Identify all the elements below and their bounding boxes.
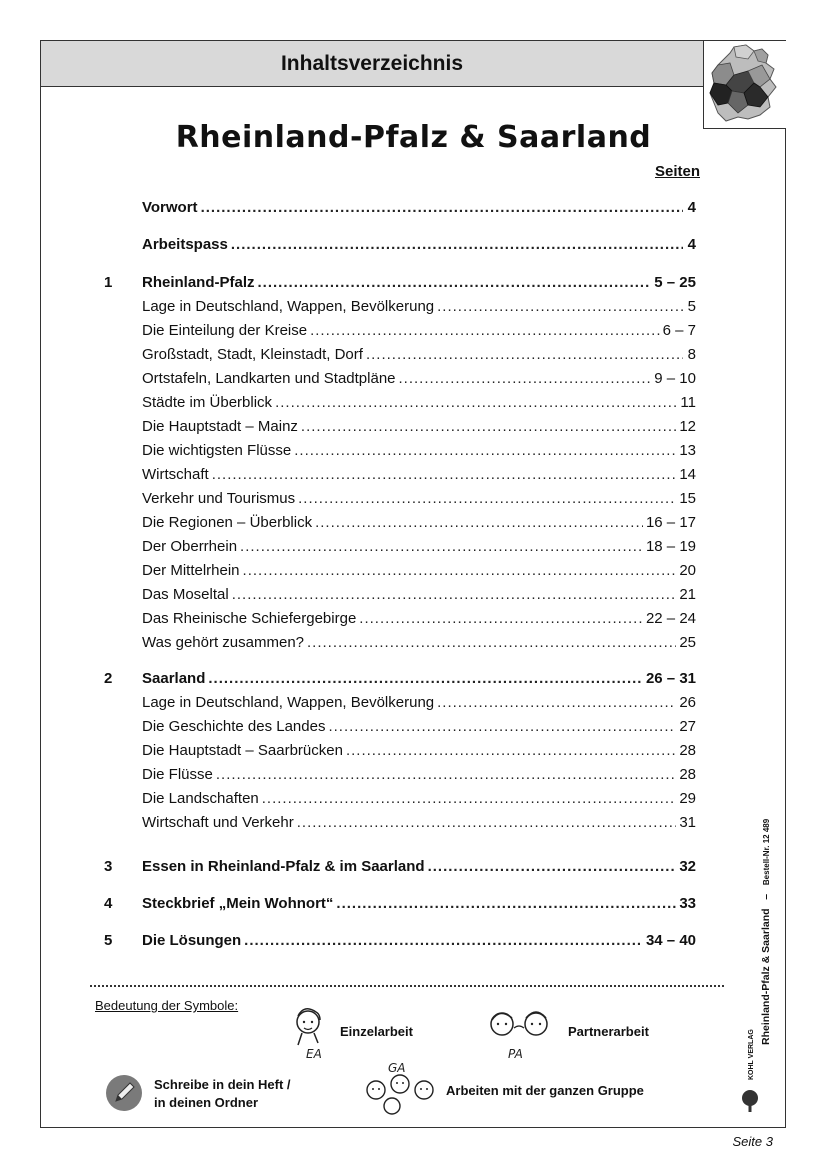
- toc-dot-leader: [366, 346, 683, 363]
- toc-entry-title: Die Einteilung der Kreise: [142, 322, 308, 339]
- toc-dot-leader: [240, 538, 643, 555]
- toc-dot-leader: [244, 932, 643, 949]
- publisher-tree-icon: [740, 1088, 760, 1119]
- toc-entry-title: Die Flüsse: [142, 766, 213, 783]
- seiten-label: Seiten: [654, 163, 700, 180]
- toc-entry-title: Essen in Rheinland-Pfalz & im Saarland: [142, 858, 425, 875]
- toc-dot-leader: [437, 694, 676, 711]
- toc-line: [142, 370, 696, 387]
- toc-dot-leader: [262, 790, 677, 807]
- toc-entry-title: Der Mittelrhein: [142, 562, 240, 579]
- toc-dot-leader: [243, 562, 677, 579]
- toc-page-number: 8: [687, 346, 696, 363]
- toc-page-number: 34 – 40: [645, 932, 696, 949]
- toc-page-number: 28: [679, 766, 696, 783]
- toc-line: [142, 562, 696, 579]
- toc-page-number: 20: [679, 562, 696, 579]
- toc-page-number: 21: [679, 586, 696, 603]
- toc-entry-title: Die Hauptstadt – Mainz: [142, 418, 298, 435]
- toc-row: [104, 418, 696, 440]
- toc-entry-title: Der Oberrhein: [142, 538, 238, 555]
- toc-page-number: 15: [679, 490, 696, 507]
- toc-line: [142, 814, 696, 831]
- toc-entry-title: Die Lösungen: [142, 932, 242, 949]
- toc-row: [104, 370, 696, 392]
- ga-tag: GA: [388, 1061, 406, 1075]
- toc-line: [142, 538, 696, 555]
- toc-page-number: 28: [679, 742, 696, 759]
- toc-dot-leader: [231, 236, 683, 253]
- toc-row: [104, 932, 696, 954]
- toc-row: [104, 394, 696, 416]
- toc-entry-title: Was gehört zusammen?: [142, 634, 305, 651]
- toc-row: [104, 718, 696, 740]
- toc-line: [142, 742, 696, 759]
- toc-entry-title: Saarland: [142, 670, 206, 687]
- toc-page-number: 6 – 7: [662, 322, 696, 339]
- toc-page-number: 26: [679, 694, 696, 711]
- toc-line: [142, 418, 696, 435]
- toc-line: [142, 932, 696, 949]
- heft-label-line1: Schreibe in dein Heft /: [154, 1077, 291, 1092]
- toc-chapter-number: 1: [104, 274, 113, 291]
- toc-line: [142, 394, 696, 411]
- toc-row: [104, 670, 696, 692]
- toc-entry-title: Ortstafeln, Landkarten und Stadtpläne: [142, 370, 396, 387]
- toc-entry-title: Die Landschaften: [142, 790, 259, 807]
- partnerarbeit-icon: [484, 1004, 556, 1067]
- main-title: Rheinland-Pfalz & Saarland: [175, 120, 652, 155]
- toc-row: [104, 236, 696, 258]
- toc-entry-title: Die Geschichte des Landes: [142, 718, 326, 735]
- toc-row: [104, 199, 696, 221]
- toc-line: [142, 610, 696, 627]
- toc-dot-leader: [315, 514, 643, 531]
- germany-map-icon: [703, 41, 786, 129]
- toc-dot-leader: [216, 766, 676, 783]
- toc-dot-leader: [307, 634, 676, 651]
- toc-row: [104, 610, 696, 632]
- toc-page-number: 13: [679, 442, 696, 459]
- toc-line: [142, 442, 696, 459]
- toc-line: [142, 670, 696, 687]
- toc-page-number: 18 – 19: [645, 538, 696, 555]
- toc-page-number: 5: [687, 298, 696, 315]
- toc-row: [104, 322, 696, 344]
- toc-page-number: 5 – 25: [654, 274, 696, 291]
- toc-row: [104, 814, 696, 836]
- toc-line: [142, 274, 696, 291]
- toc-entry-title: Städte im Überblick: [142, 394, 273, 411]
- toc-entry-title: Vorwort: [142, 199, 198, 216]
- toc-entry-title: Die wichtigsten Flüsse: [142, 442, 292, 459]
- toc-line: [142, 718, 696, 735]
- toc-row: [104, 790, 696, 812]
- toc-dot-leader: [232, 586, 677, 603]
- toc-row: [104, 858, 696, 880]
- toc-entry-title: Verkehr und Tourismus: [142, 490, 296, 507]
- gruppenarbeit-icon: [362, 1056, 438, 1121]
- toc-page-number: 22 – 24: [645, 610, 696, 627]
- toc-chapter-number: 5: [104, 932, 113, 949]
- toc-dot-leader: [346, 742, 676, 759]
- toc-page-number: 11: [680, 394, 696, 411]
- toc-row: [104, 634, 696, 656]
- toc-chapter-number: 3: [104, 858, 113, 875]
- partnerarbeit-label: Partnerarbeit: [568, 1024, 649, 1039]
- sidebar-vertical-text: [760, 819, 772, 1045]
- toc-entry-title: Lage in Deutschland, Wappen, Bevölkerung: [142, 298, 435, 315]
- toc-dot-leader: [208, 670, 643, 687]
- toc-page-number: 16 – 17: [645, 514, 696, 531]
- toc-line: [142, 694, 696, 711]
- toc-entry-title: Das Moseltal: [142, 586, 229, 603]
- toc-dot-leader: [437, 298, 683, 315]
- toc-row: [104, 562, 696, 584]
- toc-line: [142, 322, 696, 339]
- toc-row: [104, 490, 696, 512]
- toc-dot-leader: [298, 490, 676, 507]
- sidebar-order-number: Bestell-Nr. 12 489: [762, 818, 771, 886]
- toc-entry-title: Arbeitspass: [142, 236, 228, 253]
- publisher-logo-text: KOHL VERLAG: [748, 1029, 755, 1080]
- page-number: Seite 3: [732, 1134, 773, 1149]
- toc-dot-leader: [310, 322, 660, 339]
- toc-entry-title: Wirtschaft und Verkehr: [142, 814, 294, 831]
- toc-page-number: 33: [679, 895, 696, 912]
- toc-row: [104, 538, 696, 560]
- toc-dot-leader: [359, 610, 643, 627]
- ea-tag: EA: [306, 1047, 322, 1061]
- toc-row: [104, 298, 696, 320]
- toc-row: [104, 346, 696, 368]
- toc-entry-title: Die Hauptstadt – Saarbrücken: [142, 742, 343, 759]
- heft-label-line2: in deinen Ordner: [154, 1095, 259, 1110]
- toc-line: [142, 586, 696, 603]
- toc-page-number: 26 – 31: [645, 670, 696, 687]
- toc-row: [104, 514, 696, 536]
- toc-dot-leader: [294, 442, 676, 459]
- toc-page-number: 4: [687, 236, 696, 253]
- toc-dot-leader: [328, 718, 676, 735]
- toc-page-number: 12: [679, 418, 696, 435]
- legend-title: Bedeutung der Symbole:: [95, 998, 239, 1013]
- toc-row: [104, 586, 696, 608]
- sidebar-separator: –: [760, 893, 772, 900]
- pa-tag: PA: [508, 1047, 523, 1061]
- toc-page-number: 9 – 10: [654, 370, 696, 387]
- pencil-icon: [104, 1073, 144, 1118]
- toc-page-number: 4: [687, 199, 696, 216]
- toc-row: [104, 274, 696, 296]
- einzelarbeit-label: Einzelarbeit: [340, 1024, 413, 1039]
- toc-page-number: 29: [679, 790, 696, 807]
- toc-row: [104, 766, 696, 788]
- toc-row: [104, 466, 696, 488]
- toc-entry-title: Das Rheinische Schiefergebirge: [142, 610, 357, 627]
- toc-line: [142, 199, 696, 216]
- toc-dot-leader: [336, 895, 676, 912]
- toc-dot-leader: [201, 199, 683, 216]
- toc-line: [142, 346, 696, 363]
- toc-page-number: 25: [679, 634, 696, 651]
- header-title: Inhaltsverzeichnis: [280, 52, 464, 75]
- toc-line: [142, 766, 696, 783]
- gruppe-label: Arbeiten mit der ganzen Gruppe: [446, 1083, 644, 1098]
- toc-chapter-number: 2: [104, 670, 113, 687]
- toc-row: [104, 694, 696, 716]
- toc-entry-title: Lage in Deutschland, Wappen, Bevölkerung: [142, 694, 435, 711]
- toc-dot-leader: [258, 274, 652, 291]
- toc-entry-title: Wirtschaft: [142, 466, 209, 483]
- toc-page-number: 14: [679, 466, 696, 483]
- einzelarbeit-icon: [290, 1004, 332, 1067]
- sidebar-title: Rheinland-Pfalz & Saarland: [760, 908, 772, 1045]
- toc-row: [104, 742, 696, 764]
- toc-page-number: 32: [679, 858, 696, 875]
- toc-entry-title: Rheinland-Pfalz: [142, 274, 255, 291]
- toc-line: [142, 858, 696, 875]
- toc-dot-leader: [212, 466, 677, 483]
- toc-line: [142, 236, 696, 253]
- toc-dot-leader: [301, 418, 676, 435]
- toc-row: [104, 442, 696, 464]
- toc-dot-leader: [399, 370, 652, 387]
- toc-dot-leader: [297, 814, 677, 831]
- header-bar: [41, 41, 703, 87]
- toc-row: [104, 895, 696, 917]
- toc-line: [142, 895, 696, 912]
- toc-line: [142, 790, 696, 807]
- toc-line: [142, 634, 696, 651]
- toc-entry-title: Steckbrief „Mein Wohnort“: [142, 895, 334, 912]
- toc-entry-title: Großstadt, Stadt, Kleinstadt, Dorf: [142, 346, 363, 363]
- dotted-separator: [90, 985, 724, 987]
- toc-dot-leader: [428, 858, 677, 875]
- toc-line: [142, 298, 696, 315]
- toc-line: [142, 490, 696, 507]
- toc-chapter-number: 4: [104, 895, 113, 912]
- toc-dot-leader: [275, 394, 677, 411]
- toc-page-number: 31: [679, 814, 696, 831]
- toc-line: [142, 514, 696, 531]
- toc-line: [142, 466, 696, 483]
- toc-page-number: 27: [679, 718, 696, 735]
- toc-entry-title: Die Regionen – Überblick: [142, 514, 313, 531]
